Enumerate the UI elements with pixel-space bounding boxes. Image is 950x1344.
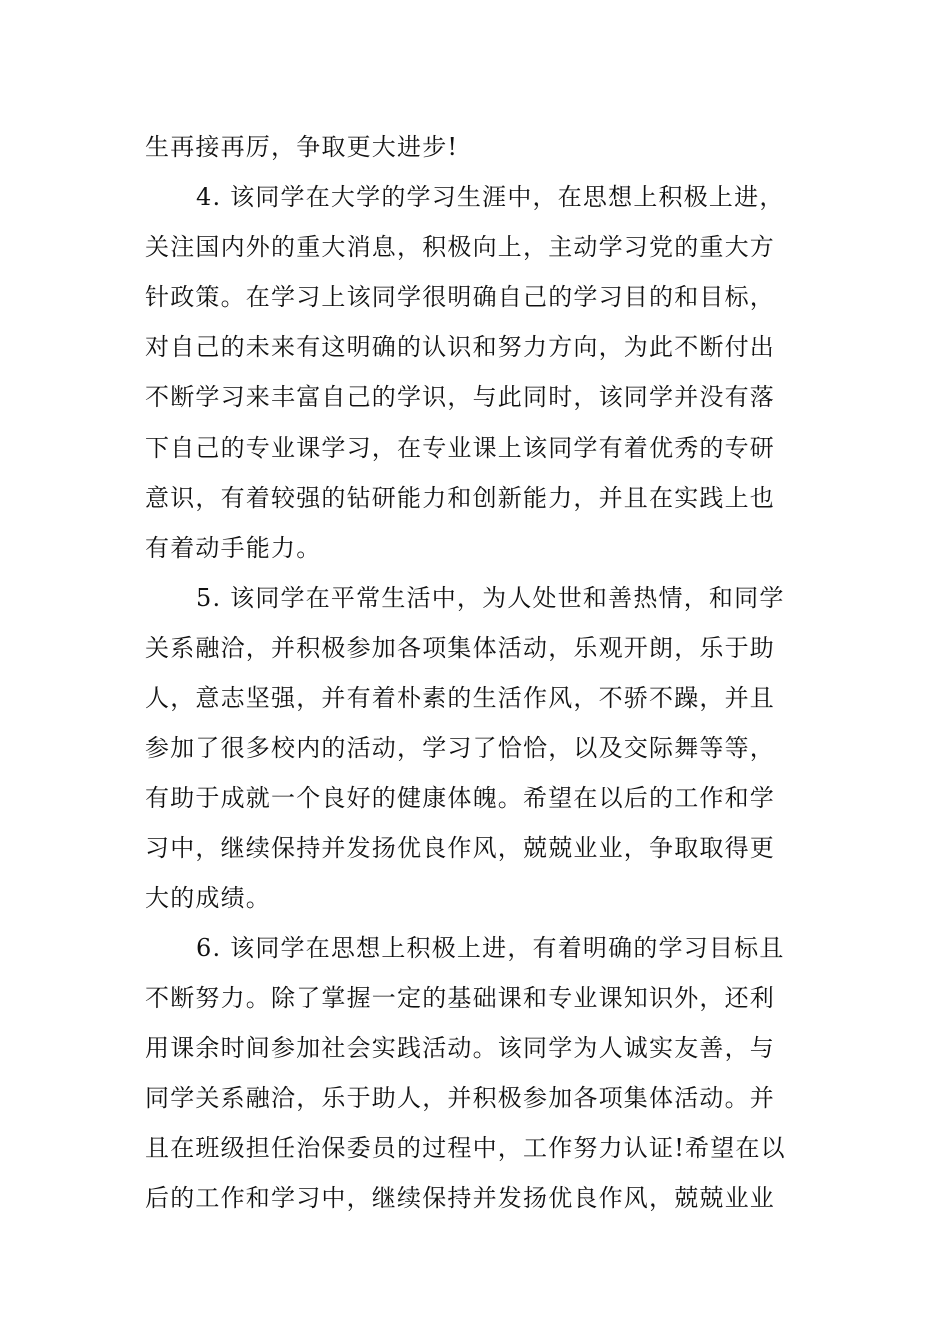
text-line: 对自己的未来有这明确的认识和努力方向，为此不断付出 bbox=[145, 333, 775, 361]
text-line: 用课余时间参加社会实践活动。该同学为人诚实友善，与 bbox=[145, 1034, 775, 1062]
text-line: 6. 该同学在思想上积极上进，有着明确的学习目标且 bbox=[196, 934, 785, 962]
text-line: 参加了很多校内的活动，学习了恰恰，以及交际舞等等， bbox=[145, 734, 775, 762]
text-line: 关注国内外的重大消息，积极向上，主动学习党的重大方 bbox=[145, 233, 775, 261]
text-line: 意识，有着较强的钻研能力和创新能力，并且在实践上也 bbox=[145, 484, 775, 512]
text-line: 关系融洽，并积极参加各项集体活动，乐观开朗，乐于助 bbox=[145, 634, 775, 662]
text-line: 且在班级担任治保委员的过程中，工作努力认证!希望在以 bbox=[145, 1134, 786, 1162]
text-line: 后的工作和学习中，继续保持并发扬优良作风，兢兢业业 bbox=[145, 1184, 775, 1212]
text-line: 不断学习来丰富自己的学识，与此同时，该同学并没有落 bbox=[145, 383, 775, 411]
text-line: 4. 该同学在大学的学习生涯中，在思想上积极上进， bbox=[196, 183, 785, 211]
text-line: 大的成绩。 bbox=[145, 884, 271, 912]
text-line: 有助于成就一个良好的健康体魄。希望在以后的工作和学 bbox=[145, 784, 775, 812]
text-line: 针政策。在学习上该同学很明确自己的学习目的和目标， bbox=[145, 283, 775, 311]
text-line: 人，意志坚强，并有着朴素的生活作风，不骄不躁，并且 bbox=[145, 684, 775, 712]
text-line: 生再接再厉，争取更大进步! bbox=[145, 133, 459, 161]
text-line: 有着动手能力。 bbox=[145, 534, 322, 562]
text-line: 习中，继续保持并发扬优良作风，兢兢业业，争取取得更 bbox=[145, 834, 775, 862]
text-line: 下自己的专业课学习，在专业课上该同学有着优秀的专研 bbox=[145, 434, 775, 462]
text-line: 同学关系融洽，乐于助人，并积极参加各项集体活动。并 bbox=[145, 1084, 775, 1112]
text-line: 5. 该同学在平常生活中，为人处世和善热情，和同学 bbox=[196, 584, 785, 612]
text-line: 不断努力。除了掌握一定的基础课和专业课知识外，还利 bbox=[145, 984, 775, 1012]
